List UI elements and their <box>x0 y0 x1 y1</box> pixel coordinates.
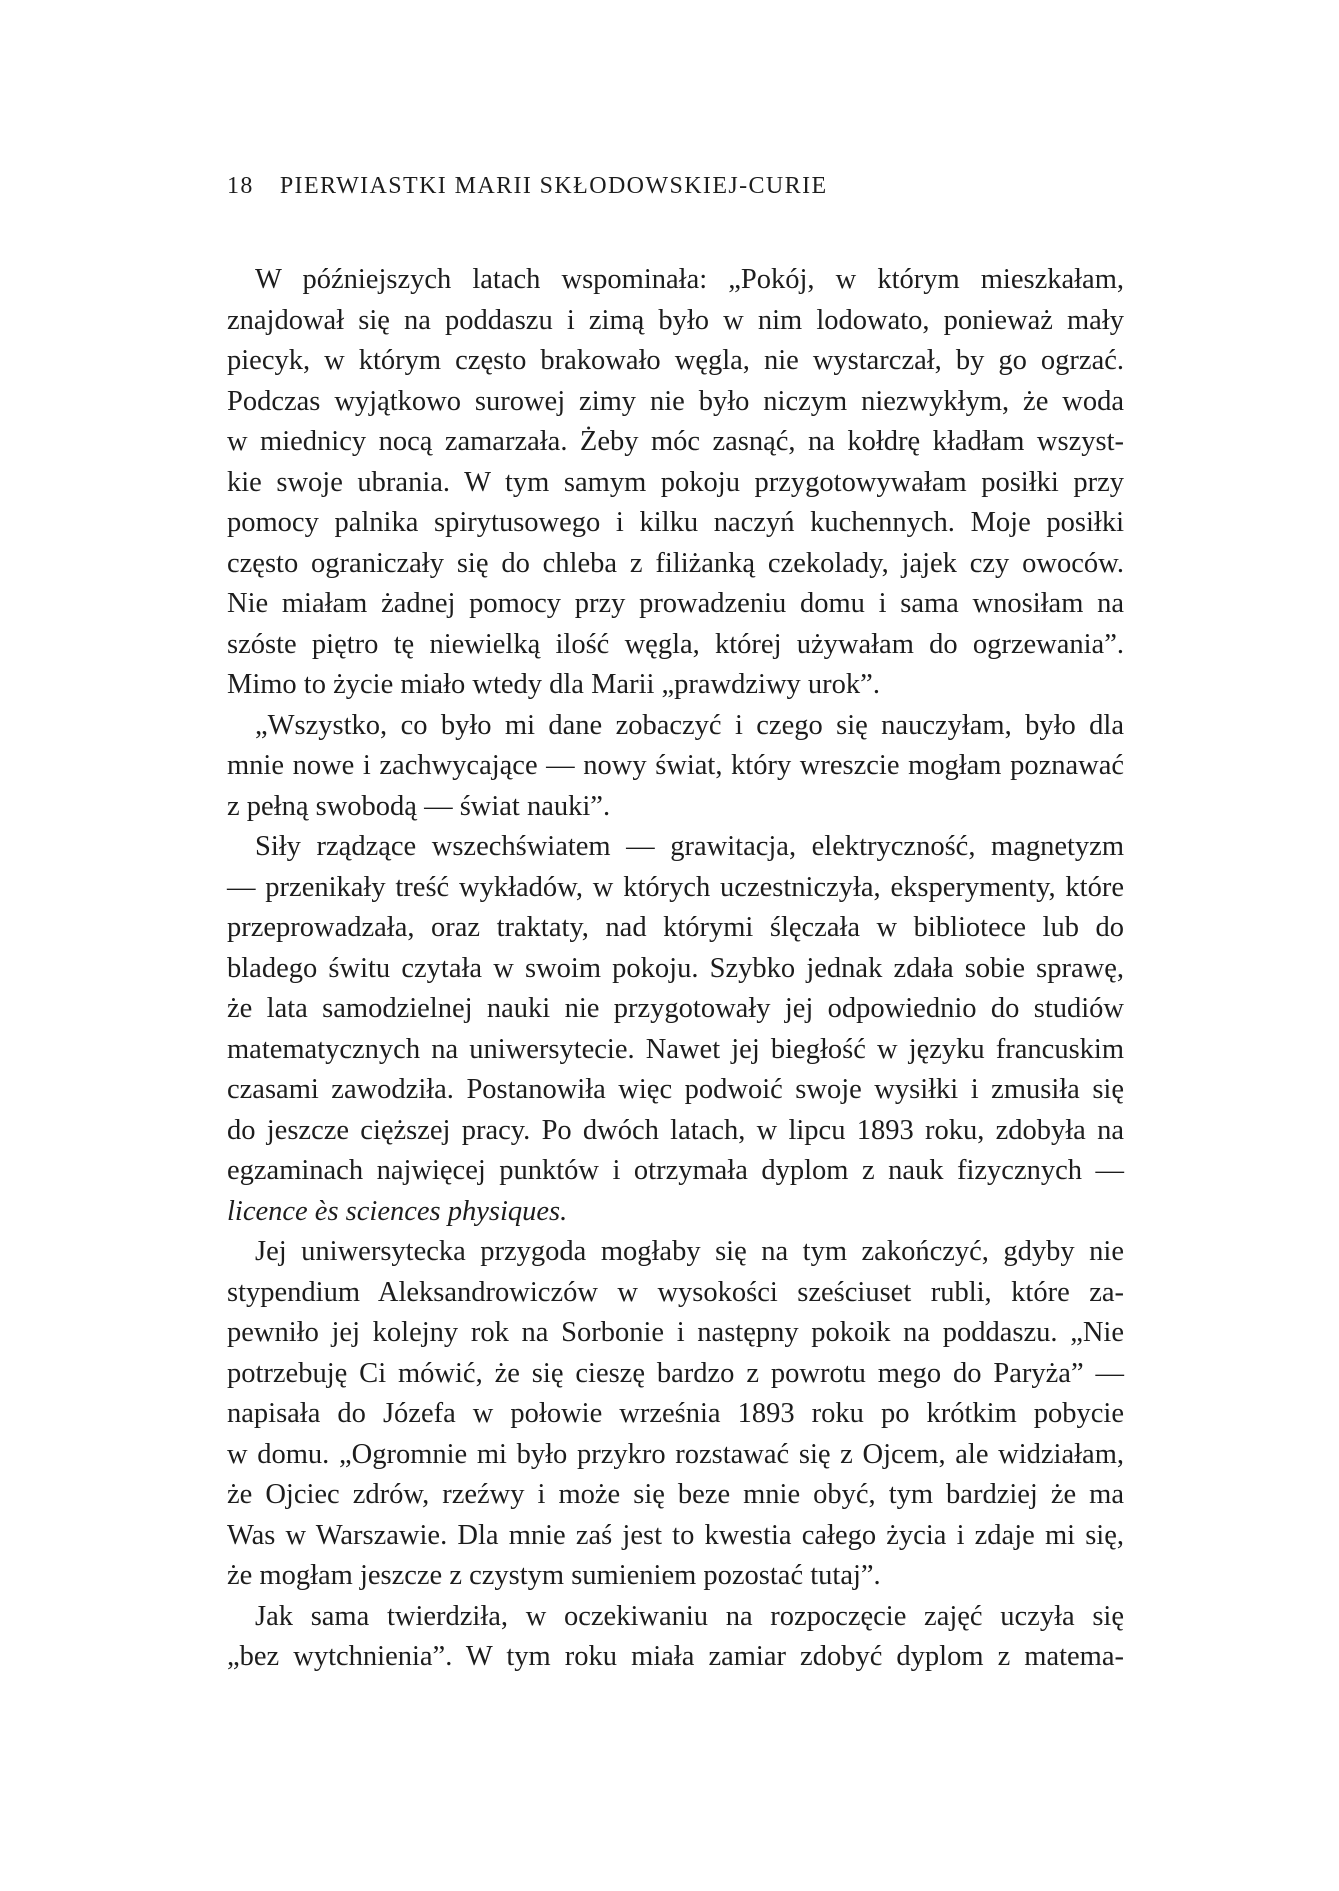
text-line: Siły rządzące wszechświatem — grawitacja, elektryczność, magnetyzm <box>255 831 1124 862</box>
text-line: że mogłam jeszcze z czystym sumieniem pozostać tutaj”. <box>227 1560 881 1591</box>
text-line: licence ès sciences physiques. <box>227 1195 568 1227</box>
text-line: Nie miałam żadnej pomocy przy prowadzeniu domu i sama wnosiłam na <box>227 588 1124 619</box>
running-title: PIERWIASTKI MARII SKŁODOWSKIEJ-CURIE <box>279 173 828 199</box>
text-line: w miednicy nocą zamarzała. Żeby móc zasnąć, na kołdrę kładłam wszyst- <box>227 426 1124 457</box>
text-line: przeprowadzała, oraz traktaty, nad którymi ślęczała w bibliotece lub do <box>227 912 1124 943</box>
text-line: z pełną swobodą — świat nauki”. <box>227 790 611 822</box>
text-line: pomocy palnika spirytusowego i kilku naczyń kuchennych. Moje posiłki <box>227 507 1124 538</box>
text-line: mnie nowe i zachwycające — nowy świat, który wreszcie mogłam poznawać <box>227 750 1124 781</box>
text-line: Podczas wyjątkowo surowej zimy nie było niczym niezwykłym, że woda <box>227 385 1124 417</box>
body-text <box>227 260 1124 1678</box>
text-line: piecyk, w którym często brakowało węgla, nie wystarczał, by go ogrzać. <box>227 345 1124 376</box>
text-line: potrzebuję Ci mówić, że się cieszę bardzo z powrotu mego do Paryża” — <box>227 1357 1124 1389</box>
text-line: czasami zawodziła. Postanowiła więc podwoić swoje wysiłki i zmusiła się <box>227 1074 1124 1105</box>
text-line: „bez wytchnienia”. W tym roku miała zamiar zdobyć dyplom z matema- <box>227 1641 1124 1672</box>
text-line: Jej uniwersytecka przygoda mogłaby się na tym zakończyć, gdyby nie <box>255 1236 1124 1267</box>
text-line: że Ojciec zdrów, rzeźwy i może się beze mnie obyć, tym bardziej że ma <box>227 1479 1124 1510</box>
text-line: Was w Warszawie. Dla mnie zaś jest to kwestia całego życia i zdaje mi się, <box>227 1519 1124 1551</box>
text-line: bladego świtu czytała w swoim pokoju. Szybko jednak zdała sobie sprawę, <box>227 952 1124 984</box>
text-line: — przenikały treść wykładów, w których uczestniczyła, eksperymenty, które <box>227 871 1124 903</box>
text-line: że lata samodzielnej nauki nie przygotowały jej odpowiednio do studiów <box>227 993 1124 1024</box>
running-head <box>227 172 828 200</box>
text-line: często ograniczały się do chleba z filiżanką czekolady, jajek czy owoców. <box>227 547 1124 579</box>
text-line: pewniło jej kolejny rok na Sorbonie i następny pokoik na poddaszu. „Nie <box>227 1317 1124 1348</box>
text-line: Jak sama twierdziła, w oczekiwaniu na rozpoczęcie zajęć uczyła się <box>255 1600 1124 1632</box>
text-line: w domu. „Ogromnie mi było przykro rozstawać się z Ojcem, ale widziałam, <box>227 1438 1124 1470</box>
page-number: 18 <box>227 173 254 199</box>
text-line: matematycznych na uniwersytecie. Nawet jej biegłość w języku francuskim <box>227 1033 1124 1065</box>
text-line: szóste piętro tę niewielką ilość węgla, której używałam do ogrzewania”. <box>227 628 1124 660</box>
text-line: do jeszcze cięższej pracy. Po dwóch latach, w lipcu 1893 roku, zdobyła na <box>227 1114 1124 1146</box>
text-line: „Wszystko, co było mi dane zobaczyć i czego się nauczyłam, było dla <box>255 709 1124 741</box>
text-line: Mimo to życie miało wtedy dla Marii „prawdziwy urok”. <box>227 669 880 700</box>
text-line: znajdował się na poddaszu i zimą było w nim lodowato, ponieważ mały <box>227 304 1124 336</box>
text-line: egzaminach najwięcej punktów i otrzymała dyplom z nauk fizycznych — <box>227 1155 1124 1186</box>
text-line: kie swoje ubrania. W tym samym pokoju przygotowywałam posiłki przy <box>227 466 1124 498</box>
text-line: stypendium Aleksandrowiczów w wysokości sześciuset rubli, które za- <box>227 1276 1124 1308</box>
text-line: napisała do Józefa w połowie września 1893 roku po krótkim pobycie <box>227 1398 1124 1429</box>
text-line: W późniejszych latach wspominała: „Pokój, w którym mieszkałam, <box>255 264 1124 295</box>
